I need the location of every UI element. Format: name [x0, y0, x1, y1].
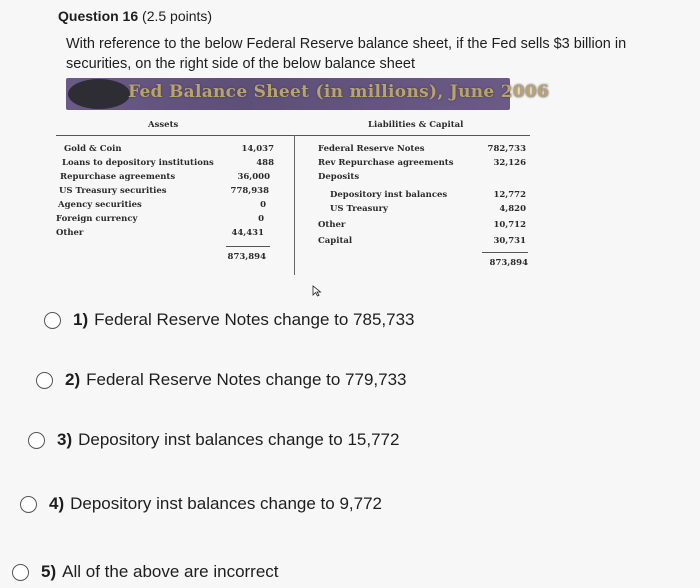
asset-label: Loans to depository institutions: [62, 158, 214, 168]
answer-option-1[interactable]: [44, 310, 415, 330]
assets-header: Assets: [148, 120, 179, 130]
liabilities-total-value: 873,894: [489, 258, 528, 268]
asset-value: 778,938: [230, 186, 269, 196]
liability-label: Rev Repurchase agreements: [318, 158, 454, 168]
liability-label: Capital: [318, 236, 353, 246]
banner-title: Fed Balance Sheet (in millions), June 2006: [128, 82, 550, 102]
asset-value: 488: [256, 158, 274, 168]
liability-label: Federal Reserve Notes: [318, 144, 425, 154]
liability-label: US Treasury: [330, 204, 388, 214]
option-number: 3): [57, 430, 73, 449]
radio-button[interactable]: [44, 312, 61, 329]
liability-label: Deposits: [318, 172, 360, 182]
liability-value: 30,731: [493, 236, 526, 246]
asset-label: Repurchase agreements: [60, 172, 176, 182]
assets-total-value: 873,894: [227, 252, 266, 262]
radio-button[interactable]: [36, 372, 53, 389]
mouse-pointer-icon: [312, 285, 322, 297]
asset-value: 0: [258, 214, 264, 224]
option-number: 1): [73, 310, 89, 329]
asset-value: 36,000: [237, 172, 270, 182]
question-points: (2.5 points): [142, 8, 213, 24]
liability-value: 4,820: [499, 204, 526, 214]
option-text: Depository inst balances change to 9,772: [70, 494, 382, 513]
option-text: Depository inst balances change to 15,772: [78, 430, 400, 449]
header-rule: [56, 135, 530, 136]
asset-label: Other: [56, 228, 84, 238]
liability-label: Depository inst balances: [330, 190, 448, 200]
option-number: 4): [49, 494, 65, 513]
asset-value: 14,037: [241, 144, 274, 154]
question-prompt: With reference to the below Federal Reserve balance sheet, if the Fed sells $3 billion in securities, on the right side of the below balance sheet: [66, 36, 627, 72]
option-number: 2): [65, 370, 81, 389]
asset-label: Foreign currency: [56, 214, 138, 224]
liabilities-header: Liabilities & Capital: [368, 120, 464, 130]
radio-button[interactable]: [12, 564, 29, 581]
balance-sheet: [56, 116, 536, 286]
asset-value: 0: [260, 200, 266, 210]
liability-value: 10,712: [493, 220, 526, 230]
question-title: Question 16: [58, 8, 139, 24]
asset-label: Gold & Coin: [64, 144, 122, 154]
liabilities-total-rule: [482, 252, 528, 253]
assets-total-rule: [226, 246, 270, 247]
liability-value: 782,733: [487, 144, 526, 154]
liability-label: Other: [318, 220, 346, 230]
answer-option-3[interactable]: [28, 430, 399, 450]
option-number: 5): [41, 562, 57, 581]
liability-value: 12,772: [493, 190, 526, 200]
asset-value: 44,431: [231, 228, 264, 238]
answer-option-2[interactable]: [36, 370, 407, 390]
option-text: Federal Reserve Notes change to 785,733: [94, 310, 415, 329]
answer-option-4[interactable]: [20, 494, 382, 514]
option-text: All of the above are incorrect: [62, 562, 279, 581]
radio-button[interactable]: [28, 432, 45, 449]
asset-label: US Treasury securities: [59, 186, 167, 196]
question-header: [58, 8, 212, 24]
option-text: Federal Reserve Notes change to 779,733: [86, 370, 407, 389]
column-divider: [294, 135, 295, 275]
liability-value: 32,126: [493, 158, 526, 168]
asset-label: Agency securities: [58, 200, 142, 210]
balance-sheet-banner: [66, 78, 550, 110]
answer-option-5[interactable]: [12, 562, 279, 582]
radio-button[interactable]: [20, 496, 37, 513]
banner-circle-graphic: [68, 79, 130, 109]
